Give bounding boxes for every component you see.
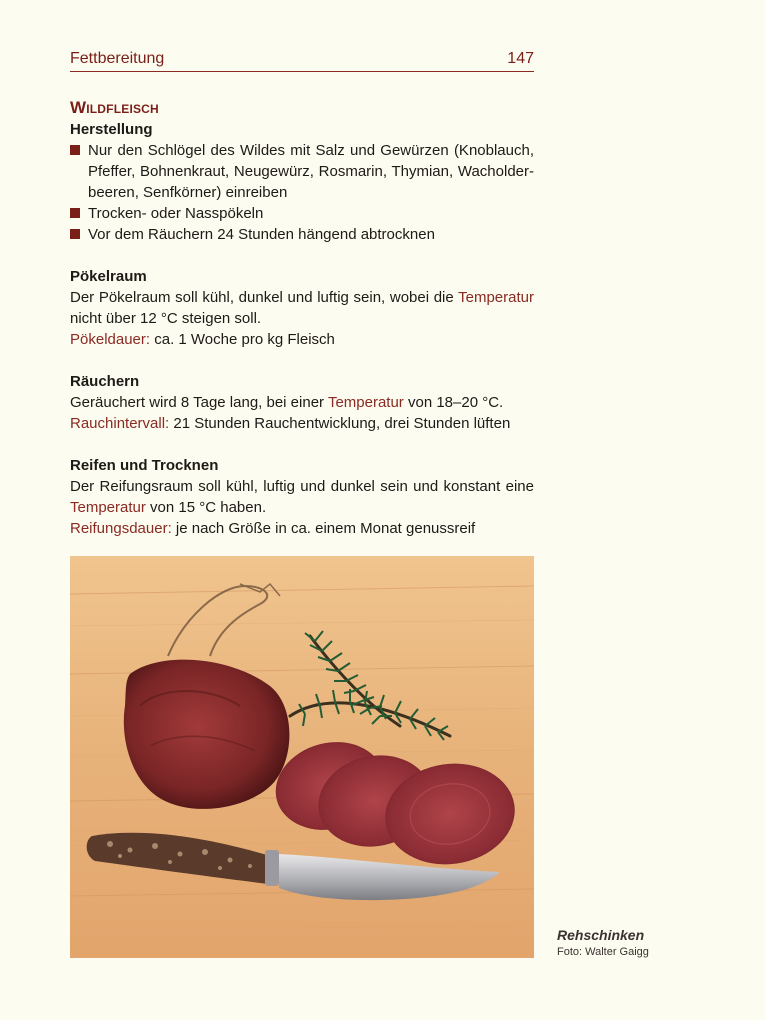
heading-poekelraum: Pökelraum <box>70 268 147 285</box>
rauchintervall-label: Rauchintervall: <box>70 415 170 432</box>
photo-credit: Foto: Walter Gaigg <box>557 946 649 958</box>
square-bullet-icon <box>70 145 80 155</box>
heading-reifen: Reifen und Trocknen <box>70 457 219 474</box>
rauchintervall-line: Rauchintervall: 21 Stunden Rauchentwicklung, drei Stunden lüften <box>70 415 511 432</box>
list-item: Vor dem Räuchern 24 Stunden hängend abtrocknen <box>70 224 534 245</box>
running-header <box>70 50 534 72</box>
temperature-keyword: Temperatur <box>70 499 146 516</box>
main-content <box>70 97 534 539</box>
square-bullet-icon <box>70 208 80 218</box>
temperature-keyword: Temperatur <box>327 394 404 411</box>
page-number: 147 <box>507 50 534 67</box>
caption-title: Rehschinken <box>557 927 645 943</box>
figure-caption <box>557 926 737 960</box>
reifen-text: Der Reifungsraum soll kühl, luftig und dunkel sein und konstant eine Temperatur von 15 °C haben. <box>70 478 534 516</box>
herstellung-list <box>70 140 534 245</box>
raeuchern-text: Geräuchert wird 8 Tage lang, bei einer Temperatur von 18–20 °C. <box>70 394 504 411</box>
poekeldauer-line: Pökeldauer: ca. 1 Woche pro kg Fleisch <box>70 331 335 348</box>
section-title: Fettbereitung <box>70 50 165 67</box>
list-item: Trocken- oder Nasspökeln <box>70 203 534 224</box>
article-title: Wildfleisch <box>70 98 159 117</box>
poekelraum-text: Der Pökelraum soll kühl, dunkel und luftig sein, wobei die Temperatur nicht über 12 °C steigen soll. <box>70 289 534 327</box>
reifungsdauer-line: Reifungsdauer: je nach Größe in ca. einem Monat genussreif <box>70 520 476 537</box>
heading-herstellung: Herstellung <box>70 121 153 138</box>
list-item: Nur den Schlögel des Wildes mit Salz und Gewürzen (Knoblauch, Pfeffer, Bohnenkraut, Neugewürz, Rosmarin, Thymian, Wacholder-beeren, Senfkörner) einreiben <box>70 140 534 203</box>
heading-raeuchern: Räuchern <box>70 373 140 390</box>
poekeldauer-label: Pökeldauer: <box>70 331 151 348</box>
square-bullet-icon <box>70 229 80 239</box>
ham-photo <box>70 556 534 958</box>
reifungsdauer-label: Reifungsdauer: <box>70 520 172 537</box>
temperature-keyword: Temperatur <box>458 289 534 306</box>
